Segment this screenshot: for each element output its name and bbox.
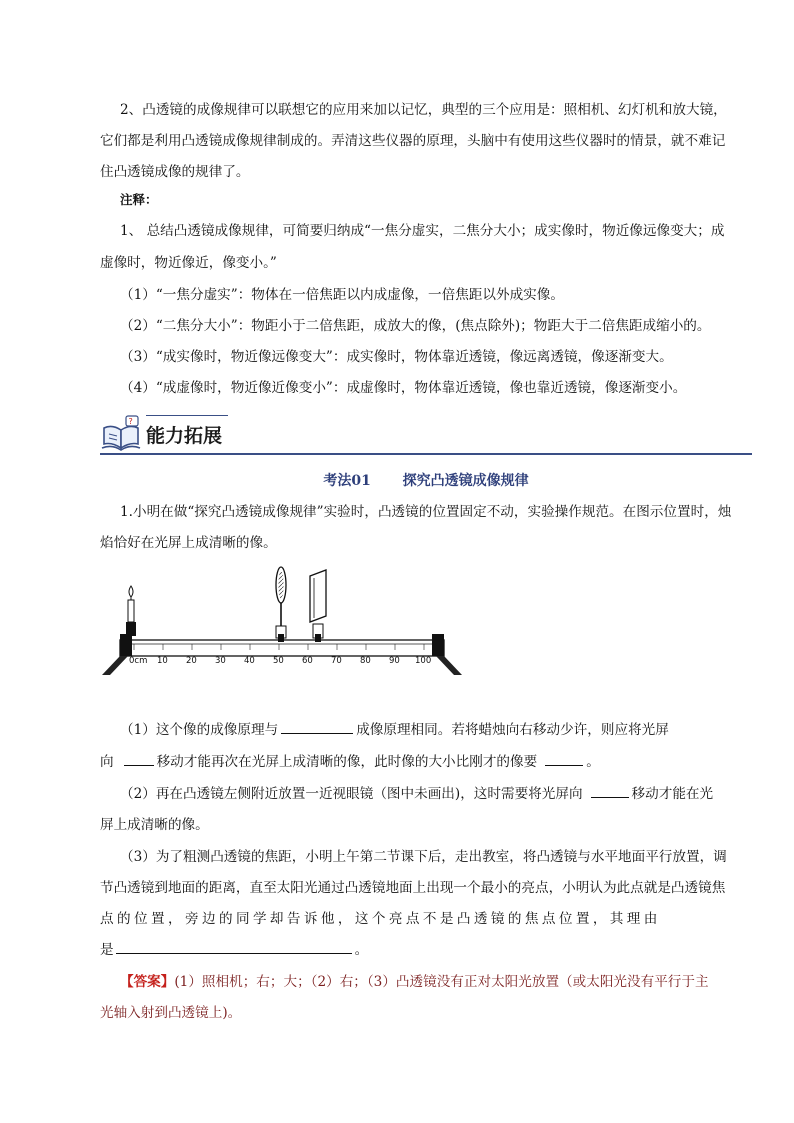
notes-p1-line-2: 虚像时，物近像近，像变小。” (100, 255, 277, 271)
intro-line-2: 它们都是利用凸透镜成像规律制成的。弄清这些仪器的原理，头脑中有使用这些仪器时的情景，就不难记 (100, 133, 726, 149)
light-screen (310, 570, 326, 642)
method-label: 考法01 (323, 473, 371, 489)
method-heading (100, 470, 752, 492)
answer-blank-1 (281, 718, 353, 734)
notes-heading: 注释： (120, 192, 158, 207)
ruler-tick-label: 20 (186, 656, 197, 666)
ruler-tick-label: 100 (415, 656, 432, 666)
notes-item-1: （1）“一焦分虚实”：物体在一倍焦距以内成虚像，一倍焦距以外成实像。 (120, 287, 564, 303)
convex-lens (276, 567, 286, 642)
bench-right-leg (436, 656, 462, 675)
answer-blank-5 (116, 938, 352, 954)
section-title-banner (100, 410, 752, 456)
svg-text:?: ? (128, 417, 133, 426)
optical-bench-figure (98, 560, 468, 680)
answer-line-1: 【答案】(1）照相机；右；大；（2）右；（3）凸透镜没有正对太阳光放置（或太阳光没有平行于主 (120, 974, 709, 990)
bench-right-end (432, 634, 444, 656)
answer-blank-2 (124, 750, 154, 766)
q3-line-4: 是 。 (100, 935, 746, 966)
ruler-tick-label: 40 (244, 656, 255, 666)
answer-blank-4 (591, 782, 629, 798)
notes-item-4: （4）“成虚像时，物近像近像变小”：成虚像时，物体靠近透镜，像也靠近透镜，像逐渐变小。 (120, 380, 687, 396)
question-stem-line-1: 1.小明在做“探究凸透镜成像规律”实验时，凸透镜的位置固定不动，实验操作规范。在图示位置时，烛 (120, 504, 732, 520)
ruler-unit-label: 0cm (129, 656, 148, 666)
ruler-tick-label: 60 (302, 656, 313, 666)
q1-line-1: （1）这个像的成像原理与 成像原理相同。若将蜡烛向右移动少许，则应将光屏 (120, 715, 746, 746)
bench-left-leg (102, 656, 128, 675)
answer-tag: 【答案】 (120, 974, 175, 990)
q3-line-3: 点的位置，旁边的同学却告诉他，这个亮点不是凸透镜的焦点位置，其理由 (100, 911, 661, 927)
method-title: 探究凸透镜成像规律 (402, 473, 529, 489)
q2-line-1: （2）再在凸透镜左侧附近放置一近视眼镜（图中未画出)，这时需要将光屏向 移动才能在光 (120, 779, 746, 810)
notes-item-3: （3）“成实像时，物近像远像变大”：成实像时，物体靠近透镜，像远离透镜，像逐渐变大。 (120, 349, 673, 365)
notes-item-2: （2）“二焦分大小”：物距小于二倍焦距，成放大的像，(焦点除外)；物距大于二倍焦距成缩小的。 (120, 318, 711, 334)
q3-line-2: 节凸透镜到地面的距离，直至太阳光通过凸透镜地面上出现一个最小的亮点，小明认为此点就是凸透镜焦 (100, 880, 726, 896)
q2-line-2: 屏上成清晰的像。 (100, 817, 209, 833)
bench-left-end (120, 634, 132, 656)
bench-rail (120, 640, 444, 656)
section-divider (100, 453, 752, 455)
candle (126, 586, 136, 636)
q3-line-1: （3）为了粗测凸透镜的焦距，小明上午第二节课下后，走出教室，将凸透镜与水平地面平行放置，调 (120, 849, 727, 865)
ruler-tick-label: 30 (215, 656, 226, 666)
ruler-tick-label: 70 (331, 656, 342, 666)
answer-blank-3 (545, 750, 583, 766)
intro-line-3: 住凸透镜成像的规律了。 (100, 164, 250, 180)
book-icon (100, 414, 144, 454)
answer-line-2: 光轴入射到凸透镜上)。 (100, 1005, 242, 1021)
question-stem-line-2: 焰恰好在光屏上成清晰的像。 (100, 535, 277, 551)
ruler-tick-label: 90 (389, 656, 400, 666)
intro-line-1: 2、凸透镜的成像规律可以联想它的应用来加以记忆，典型的三个应用是：照相机、幻灯机和放大镜， (120, 102, 727, 118)
notes-p1-line-1: 1、 总结凸透镜成像规律，可简要归纳成“一焦分虚实，二焦分大小；成实像时，物近像远像变大；成 (120, 223, 725, 239)
section-title: 能力拓展 (146, 425, 223, 447)
ruler-tick-label: 10 (157, 656, 168, 666)
title-top-line (146, 415, 228, 416)
ruler-tick-label: 80 (360, 656, 371, 666)
ruler-tick-label: 50 (273, 656, 284, 666)
q1-line-2: 向 移动才能再次在光屏上成清晰的像，此时像的大小比刚才的像要 。 (100, 747, 746, 778)
